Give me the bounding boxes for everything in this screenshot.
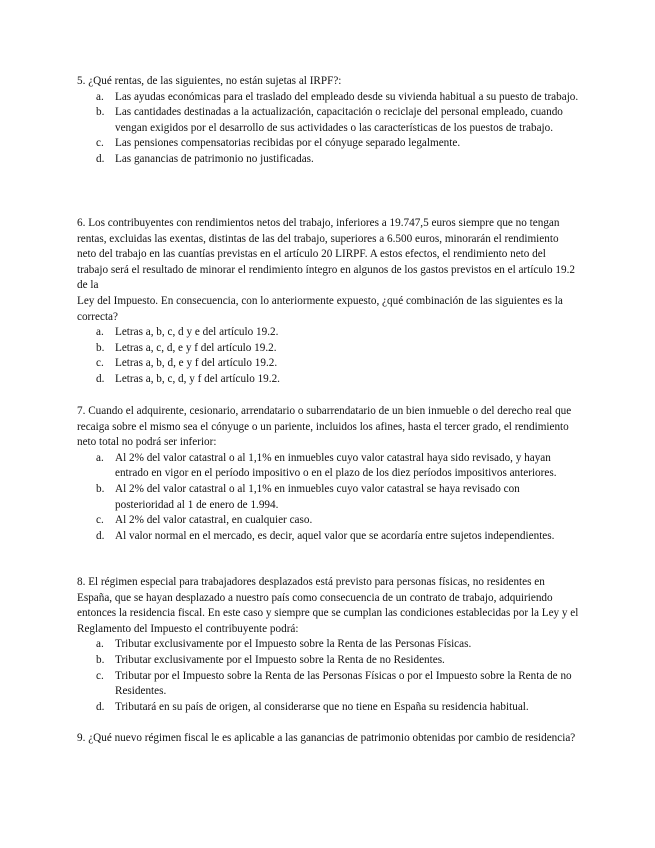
option-b (77, 341, 579, 357)
option-b (77, 105, 579, 136)
option-letter: a. (96, 638, 104, 651)
option-letter: d. (96, 152, 105, 165)
option-text: Las cantidades destinadas a la actualización, capacitación o reciclaje del personal empleado, cuando vengan exigidos por el desarrollo de sus actividades o las características de los puestos de trabajo. (115, 106, 563, 134)
option-a (77, 325, 579, 341)
option-letter: c. (96, 669, 104, 682)
option-c (77, 136, 579, 152)
option-letter: d. (96, 700, 105, 713)
answer-options (77, 451, 579, 545)
option-text: Letras a, c, d, e y f del artículo 19.2. (115, 341, 277, 354)
question-text: 9. ¿Qué nuevo régimen fiscal le es aplicable a las ganancias de patrimonio obtenidas por cambio de residencia? (77, 732, 576, 744)
answer-options (77, 90, 579, 168)
question-7 (77, 404, 579, 544)
option-letter: d. (96, 529, 105, 542)
option-letter: d. (96, 372, 105, 385)
option-b (77, 653, 579, 669)
option-text: Las ayudas económicas para el traslado del empleado desde su vivienda habitual a su puesto de trabajo. (115, 90, 579, 103)
option-letter: b. (96, 482, 105, 495)
option-text: Al valor normal en el mercado, es decir, aquel valor que se acordaría entre sujetos independientes. (115, 529, 555, 542)
option-letter: b. (96, 106, 105, 119)
option-text: Tributará en su país de origen, al considerarse que no tiene en España su residencia habitual. (115, 700, 529, 713)
option-c (77, 669, 579, 700)
option-d (77, 152, 579, 168)
option-d (77, 372, 579, 388)
option-c (77, 356, 579, 372)
option-text: Al 2% del valor catastral o al 1,1% en inmuebles cuyo valor catastral haya sido revisado, y hayan entrado en vigor en el período impositivo o en el plazo de los diez períodos impositivos anteriores. (115, 451, 557, 480)
question-text: 6. Los contribuyentes con rendimientos netos del trabajo, inferiores a 19.747,5 euros siempre que no tengan rentas, excluidas las exentas, distintas de las del trabajo, superiores a 6.500 euros, minorarán el rendimiento neto del trabajo en las cuantías previstas en el artículo 20 LIRPF. A estos efectos, el rendimiento neto del trabajo será el resultado de minorar el rendimiento íntegro en algunos de los gastos previstos en el artículo 19.2 de la (77, 217, 576, 292)
answer-options (77, 637, 579, 715)
answer-options (77, 325, 579, 387)
option-text: Tributar por el Impuesto sobre la Renta de las Personas Físicas o por el Impuesto sobre la Renta de no Residentes. (115, 669, 572, 698)
option-a (77, 90, 579, 106)
option-text: Letras a, b, c, d y e del artículo 19.2. (115, 326, 279, 339)
option-letter: a. (96, 451, 104, 464)
option-letter: a. (96, 90, 104, 103)
option-d (77, 529, 579, 545)
question-text: 7. Cuando el adquirente, cesionario, arrendatario o subarrendatario de un bien inmueble o del derecho real que recaiga sobre el mismo sea el cónyuge o un pariente, incluidos los afines, hasta el tercer grado, el rendimiento neto total no podrá ser inferior: (77, 405, 572, 449)
option-letter: b. (96, 341, 105, 354)
question-9 (77, 731, 579, 747)
option-text: Al 2% del valor catastral o al 1,1% en inmuebles cuyo valor catastral se haya revisado con posterioridad al 1 de enero de 1.994. (115, 482, 520, 511)
question-8 (77, 575, 579, 715)
option-a (77, 637, 579, 653)
option-text: Las pensiones compensatorias recibidas por el cónyuge separado legalmente. (115, 137, 461, 150)
question-text: 5. ¿Qué rentas, de las siguientes, no están sujetas al IRPF?: (77, 75, 342, 87)
option-text: Las ganancias de patrimonio no justificadas. (115, 152, 314, 165)
question-text-continued: Ley del Impuesto. En consecuencia, con lo anteriormente expuesto, ¿qué combinación de las siguientes es la correcta? (77, 294, 563, 323)
option-a (77, 451, 579, 482)
option-letter: b. (96, 653, 105, 666)
option-text: Al 2% del valor catastral, en cualquier caso. (115, 514, 313, 527)
question-5 (77, 74, 579, 168)
question-6 (77, 216, 579, 388)
option-c (77, 513, 579, 529)
option-text: Letras a, b, d, e y f del artículo 19.2. (115, 357, 278, 370)
question-text: 8. El régimen especial para trabajadores desplazados está previsto para personas físicas, no residentes en España, que se hayan desplazado a nuestro país como consecuencia de un contrato de trabajo, adquiriendo entonces la residencia fiscal. En este caso y siempre que se cumplan las condiciones establecidas por la Ley y el Reglamento del Impuesto el contribuyente podrá: (77, 576, 579, 635)
option-b (77, 482, 579, 513)
option-letter: c. (96, 514, 104, 527)
option-text: Tributar exclusivamente por el Impuesto sobre la Renta de las Personas Físicas. (115, 638, 472, 651)
option-letter: c. (96, 357, 104, 370)
option-d (77, 700, 579, 716)
option-letter: a. (96, 326, 104, 339)
option-letter: c. (96, 137, 104, 150)
option-text: Tributar exclusivamente por el Impuesto sobre la Renta de no Residentes. (115, 653, 445, 666)
option-text: Letras a, b, c, d, y f del artículo 19.2. (115, 372, 280, 385)
